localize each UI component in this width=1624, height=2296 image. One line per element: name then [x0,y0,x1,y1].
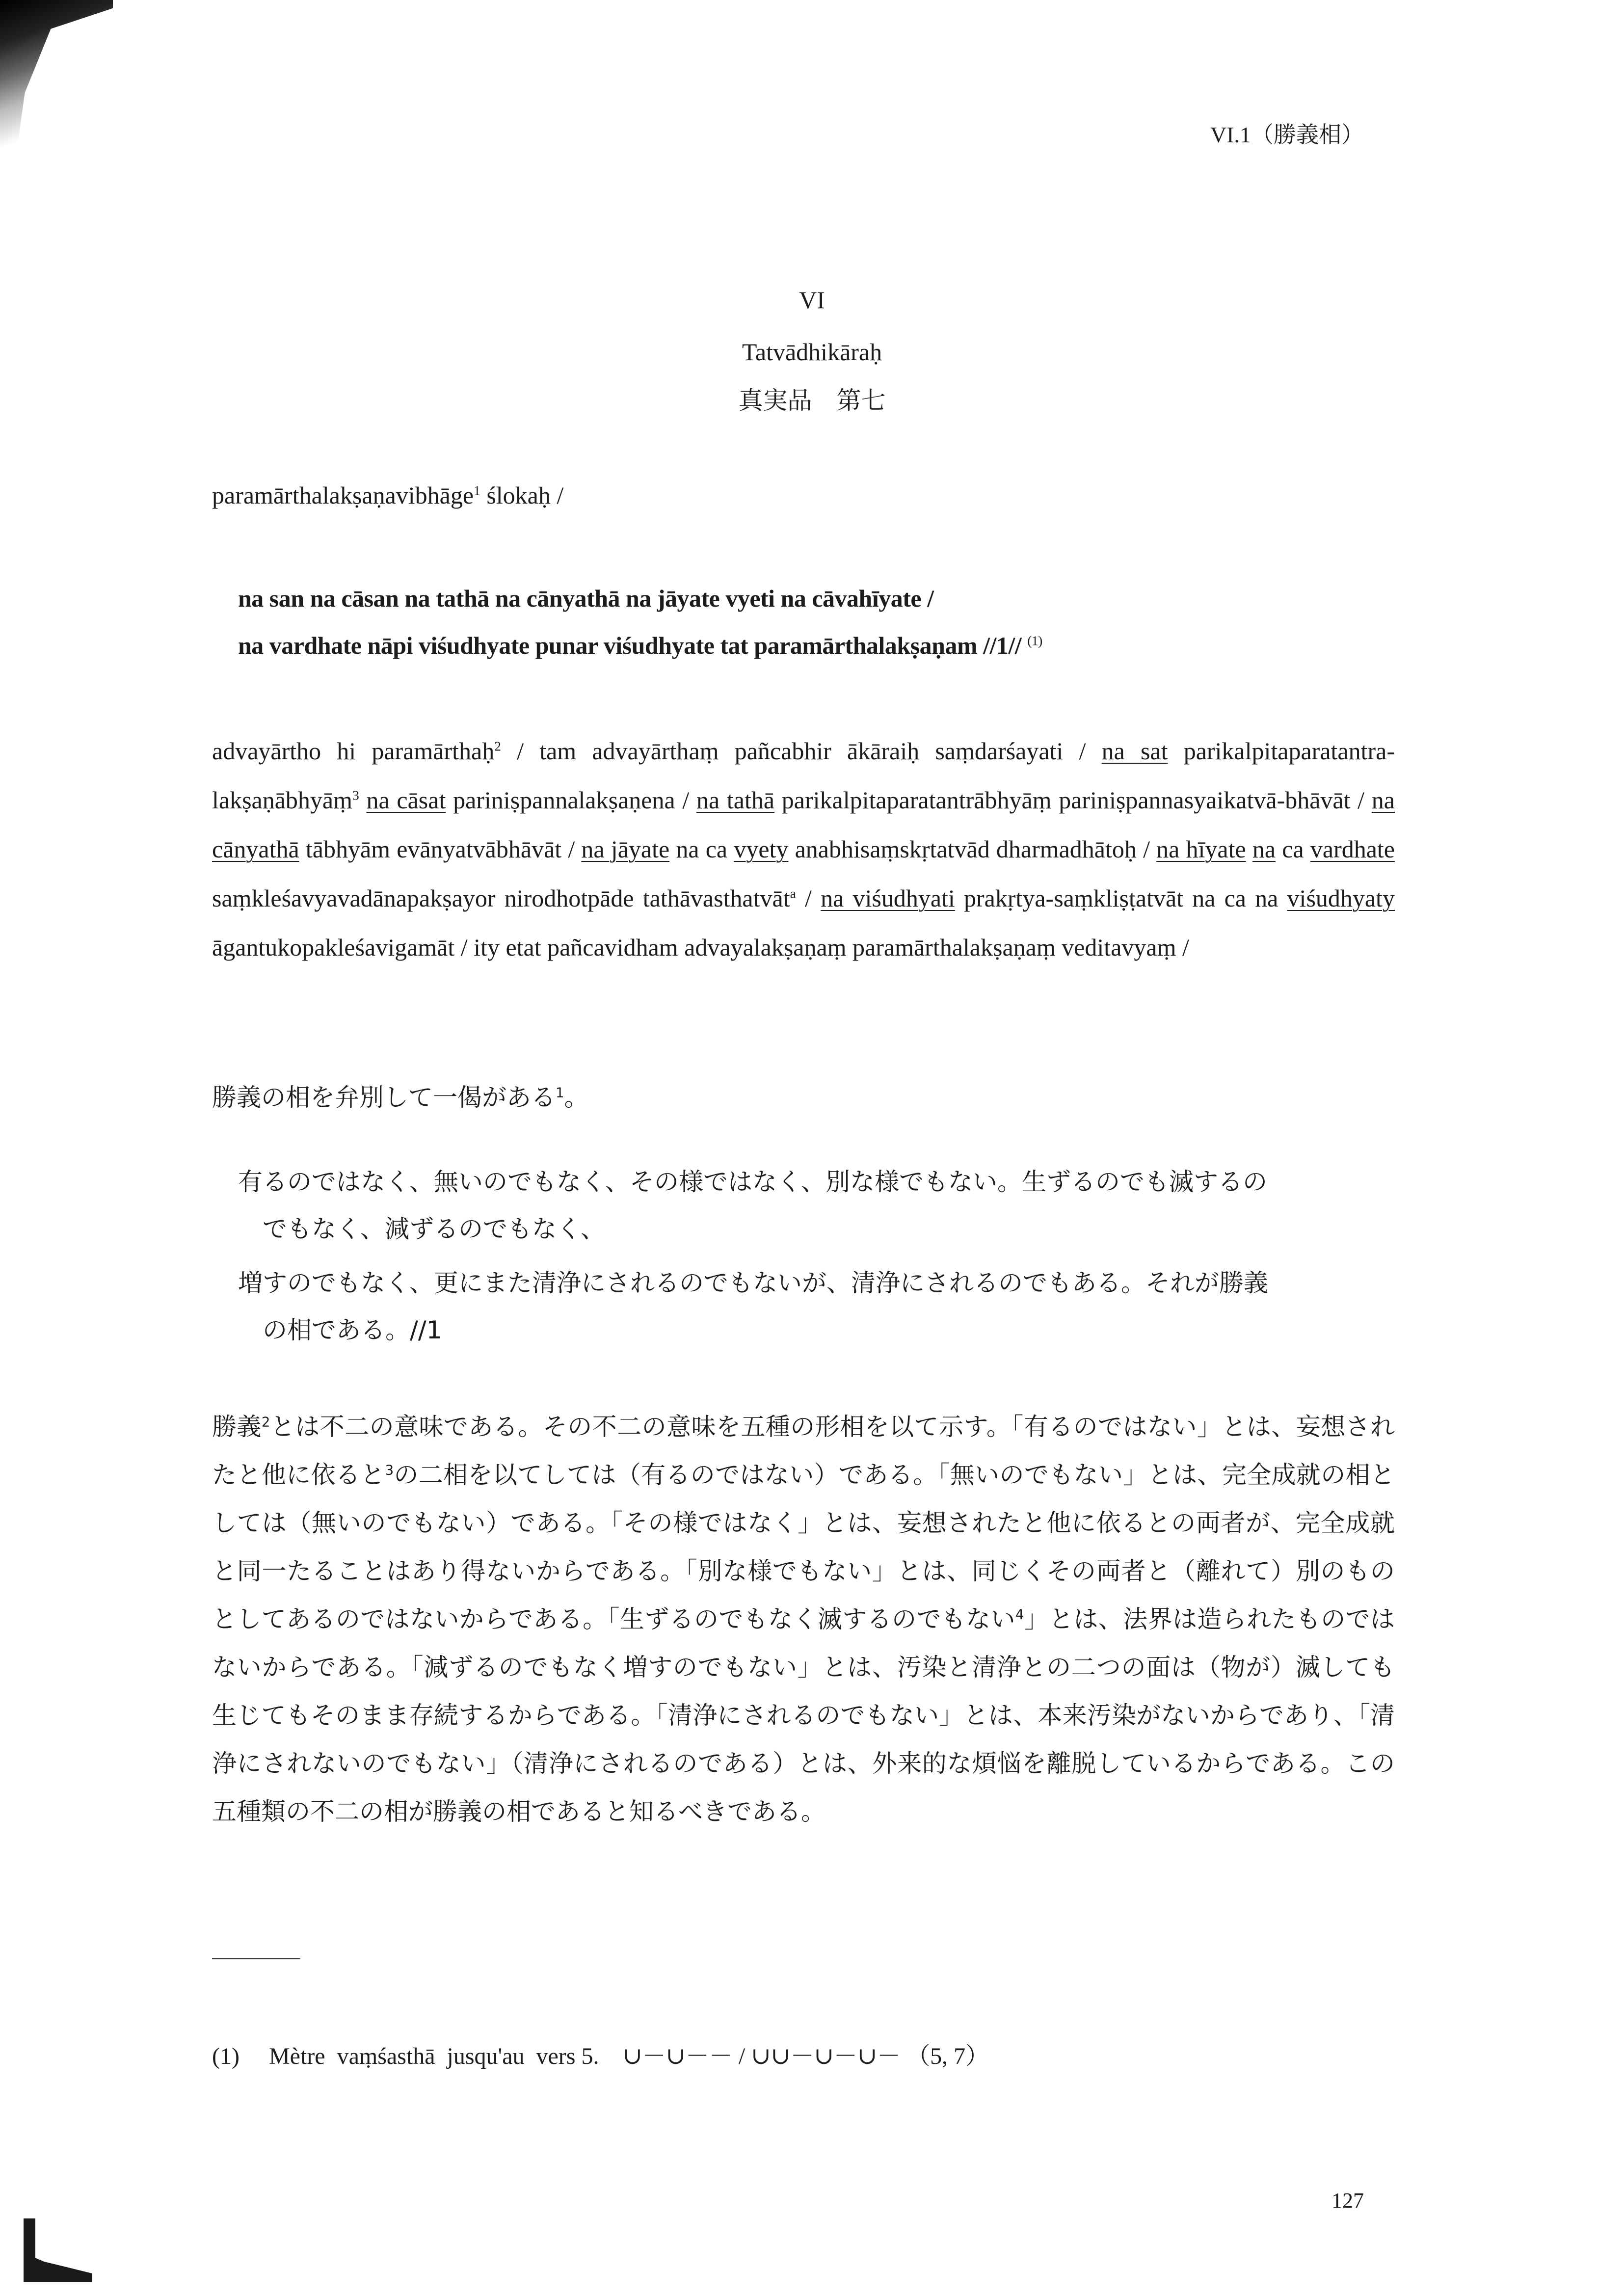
commentary-text: / [796,884,821,912]
commentary-text: prakṛtya-saṃkliṣṭatvāt na ca na [955,884,1287,912]
japanese-verse-text: 有るのではなく、無いのでもなく、その様ではなく、別な様でもない。生ずるのでも滅するの [238,1168,1267,1196]
underlined-term: viśudhyaty [1287,884,1395,912]
underlined-term: na tathā [696,786,775,814]
japanese-commentary-text: の二相を以てしては（有るのではない）である。「無いのでもない」とは、完全成就の相としては（無いのでもない）である。「その様ではなく」とは、妄想されたと他に依るとの両者が、完全成就と同一たることはあり得ないからである。「別な様でもない」とは、同じくその両者と（離れて）別のものとしてあるのではないからである。「生ずるのでもなく滅するのでもない [212,1461,1395,1633]
japanese-verse-continuation: の相である。//1 [263,1316,442,1344]
japanese-commentary-text: 勝義 [212,1413,262,1441]
japanese-commentary-text: とは不二の意味である。その不二の意味を五種の形相を以て示す。「有るのではない」とは、妄想されたと他に依ると [212,1413,1395,1489]
scan-edge-mark-top [0,0,113,206]
commentary-text: ca [1276,835,1310,863]
commentary-text: tābhyām evānyatvābhāvāt / [299,835,582,863]
verse-line-2-text: na vardhate nāpi viśudhyate punar viśudhyate tat paramārthalakṣaṇam //1// [238,632,1022,659]
underlined-term: na viśudhyati [821,884,955,912]
sloka-intro-text: paramārthalakṣaṇavibhāge [212,481,474,509]
japanese-intro [212,1078,589,1113]
underlined-term: vyety [734,835,789,863]
commentary-text: anabhisaṃskṛtatvād dharmadhātoḥ / [788,835,1157,863]
verse-line-1: na san na cāsan na tathā na cānyathā na jāyate vyeti na cāvahīyate / [238,585,934,612]
commentary-text: parikalpitaparatantrābhyāṃ pariniṣpannasyaikatvā-bhāvāt / [774,786,1372,814]
footnote-ref: 3 [352,787,359,803]
sanskrit-commentary [212,726,1395,972]
verse-line-2 [238,631,1042,660]
metre-note-ref: (1) [1027,633,1042,648]
japanese-intro-text: 勝義の相を弁別して一偈がある [212,1083,556,1112]
commentary-text [359,786,367,814]
chapter-number: VI [799,286,825,314]
footnote: (1) Mètre vaṃśasthā jusqu'au vers 5. ∪－∪－－ / ∪∪－∪－∪－ （5, 7） [212,2043,989,2069]
commentary-text: advayārtho hi paramārthaḥ [212,737,495,765]
commentary-text: na ca [669,835,734,863]
sloka-intro-rest: ślokaḥ / [480,481,564,509]
japanese-verse-continuation: でもなく、減ずるのでもなく、 [263,1215,605,1243]
underlined-term: vardhate [1310,835,1395,863]
japanese-commentary [212,1403,1395,1836]
underlined-term: na cāsat [366,786,446,814]
footnote-ref: 1 [474,482,480,498]
page-number: 127 [1331,2189,1364,2213]
japanese-commentary-text: 」とは、法界は造られたものではないからである。「減ずるのでもなく増すのでもない」とは、汚染と清浄との二つの面は（物が）滅しても生じてもそのまま存続するからである。「清浄にされるのでもない」とは、本来汚染がないからであり、「清浄にされないのでもない」（清浄にされるのである）とは、外来的な煩悩を離脱しているからである。この五種類の不二の相が勝義の相であると知るべきである。 [212,1605,1395,1826]
footnote-ref: 2 [494,738,501,754]
underlined-term: na hīyate [1156,835,1246,863]
commentary-text: pariniṣpannalakṣaṇena / [446,786,696,814]
footnote-ref: 2 [261,1414,270,1430]
japanese-verse-line-1 [238,1158,1342,1253]
commentary-text [1246,835,1252,863]
underlined-term: na sat [1101,737,1168,765]
footnote-ref: 4 [1015,1606,1024,1623]
underlined-term: na jāyate [581,835,670,863]
japanese-verse-line-2 [238,1259,1342,1354]
sloka-intro [212,481,563,509]
underlined-term: na [1252,835,1276,863]
chapter-title-japanese: 真実品 第七 [738,386,886,415]
scan-edge-mark-bottom [24,2218,92,2282]
scan-wedge [24,2253,92,2282]
commentary-text: saṃkleśavyavadānapakṣayor nirodhotpāde tathāvasthatvāt [212,884,790,912]
footnote-ref: 3 [385,1462,394,1478]
footnote-ref: 1 [556,1085,564,1101]
commentary-text: parikalpitaparatantra-lakṣaṇābhyāṃ [212,737,1395,814]
japanese-verse-text: 増すのでもなく、更にまた清浄にされるのでもないが、清浄にされるのでもある。それが勝義 [238,1269,1268,1297]
commentary-text: / tam advayārthaṃ pañcabhir ākāraiḥ saṃdarśayati / [501,737,1102,765]
running-header: VI.1（勝義相） [1210,122,1364,147]
japanese-intro-end: 。 [564,1083,589,1112]
underlined-term: na cānyathā [212,786,1395,863]
footnote-separator [212,1958,300,1959]
chapter-title: Tatvādhikāraḥ [742,338,882,366]
commentary-text: āgantukopakleśavigamāt / ity etat pañcavidham advayalakṣaṇaṃ paramārthalakṣaṇaṃ veditavyaṃ / [212,934,1189,961]
footnote-ref: a [790,885,796,901]
